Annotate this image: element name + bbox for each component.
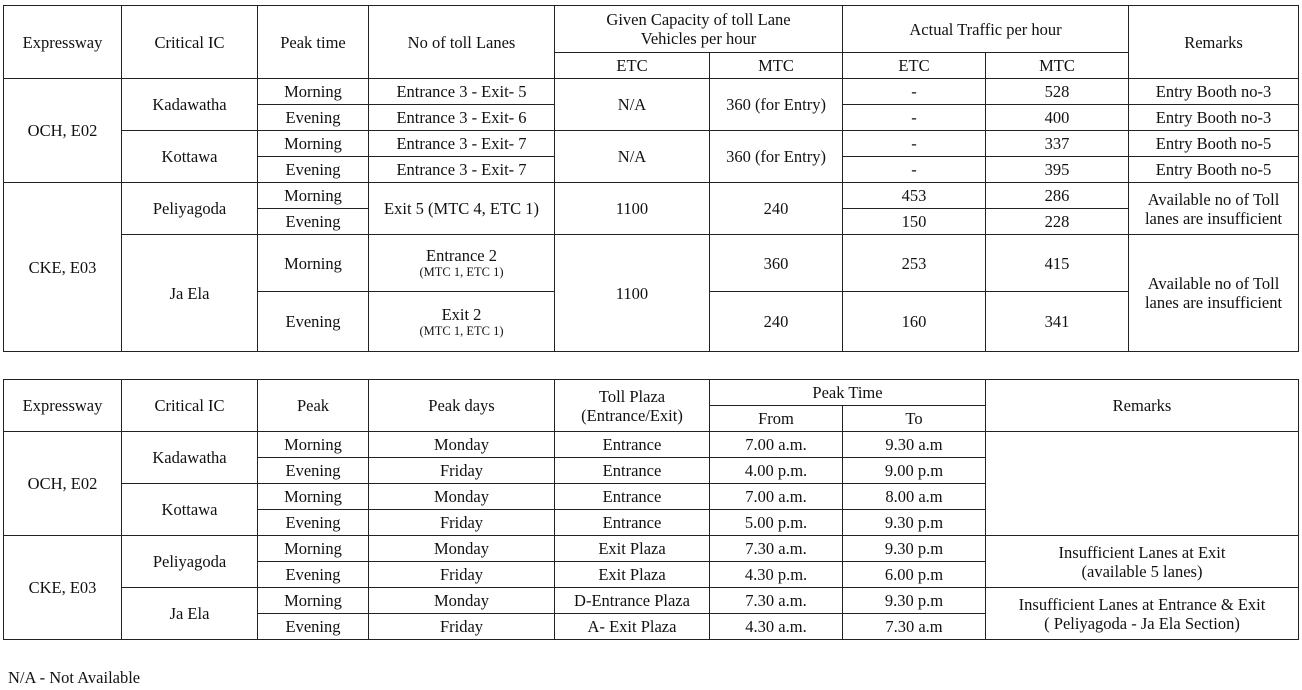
header-expressway: Expressway bbox=[4, 380, 122, 432]
peak-cell: Evening bbox=[258, 209, 369, 235]
actual-etc-cell: - bbox=[843, 79, 986, 105]
peak-cell: Evening bbox=[258, 157, 369, 183]
header-actual-etc: ETC bbox=[843, 53, 986, 79]
header-expressway: Expressway bbox=[4, 6, 122, 79]
from-cell: 7.30 a.m. bbox=[710, 536, 843, 562]
capacity-etc-cell: N/A bbox=[555, 79, 710, 131]
actual-mtc-cell: 528 bbox=[986, 79, 1129, 105]
peak-cell: Evening bbox=[258, 458, 369, 484]
peak-cell: Morning bbox=[258, 588, 369, 614]
actual-mtc-cell: 286 bbox=[986, 183, 1129, 209]
remark-line1: Available no of Toll bbox=[1147, 274, 1280, 293]
peak-day-cell: Monday bbox=[369, 536, 555, 562]
toll-plaza-cell: Entrance bbox=[555, 458, 710, 484]
peak-cell: Evening bbox=[258, 510, 369, 536]
critical-ic-cell: Kottawa bbox=[122, 131, 258, 183]
header-toll-plaza-line1: Toll Plaza bbox=[598, 386, 666, 406]
footnote: N/A - Not Available bbox=[8, 668, 141, 687]
peak-cell: Evening bbox=[258, 562, 369, 588]
from-cell: 4.00 p.m. bbox=[710, 458, 843, 484]
peak-day-cell: Friday bbox=[369, 458, 555, 484]
to-cell: 7.30 a.m bbox=[843, 614, 986, 640]
to-cell: 9.30 a.m bbox=[843, 432, 986, 458]
actual-etc-cell: 253 bbox=[843, 235, 986, 292]
header-actual-traffic: Actual Traffic per hour bbox=[843, 6, 1129, 53]
remark-line2: (available 5 lanes) bbox=[1081, 561, 1203, 581]
actual-etc-cell: 160 bbox=[843, 292, 986, 352]
to-cell: 9.30 p.m bbox=[843, 510, 986, 536]
header-given-capacity-line2: Vehicles per hour bbox=[640, 29, 757, 48]
actual-etc-cell: - bbox=[843, 131, 986, 157]
toll-lanes-cell: Entrance 3 - Exit- 5 bbox=[369, 79, 555, 105]
header-capacity-etc: ETC bbox=[555, 53, 710, 79]
header-critical-ic: Critical IC bbox=[122, 380, 258, 432]
from-cell: 7.30 a.m. bbox=[710, 588, 843, 614]
expressway-cell: CKE, E03 bbox=[4, 183, 122, 352]
actual-mtc-cell: 400 bbox=[986, 105, 1129, 131]
toll-lanes-cell: Entrance 3 - Exit- 7 bbox=[369, 131, 555, 157]
toll-lanes-cell bbox=[369, 235, 555, 292]
peak-cell: Morning bbox=[258, 79, 369, 105]
capacity-mtc-cell: 360 (for Entry) bbox=[710, 131, 843, 183]
remark-cell bbox=[986, 536, 1299, 588]
header-given-capacity-line1: Given Capacity of toll Lane bbox=[606, 10, 791, 29]
remark-line2: ( Peliyagoda - Ja Ela Section) bbox=[1044, 613, 1240, 633]
toll-lanes-sub: (MTC 1, ETC 1) bbox=[419, 323, 504, 338]
header-peak-time: Peak Time bbox=[710, 380, 986, 406]
expressway-cell: OCH, E02 bbox=[4, 432, 122, 536]
header-peak-days: Peak days bbox=[369, 380, 555, 432]
peak-cell: Evening bbox=[258, 292, 369, 352]
remark-cell: Entry Booth no-3 bbox=[1129, 79, 1299, 105]
remark-cell bbox=[986, 588, 1299, 640]
expressway-cell: OCH, E02 bbox=[4, 79, 122, 183]
actual-etc-cell: - bbox=[843, 105, 986, 131]
from-cell: 7.00 a.m. bbox=[710, 484, 843, 510]
peak-cell: Morning bbox=[258, 432, 369, 458]
header-peak-time: Peak time bbox=[258, 6, 369, 79]
actual-mtc-cell: 395 bbox=[986, 157, 1129, 183]
header-toll-plaza-line2: (Entrance/Exit) bbox=[581, 405, 683, 425]
toll-lanes-cell: Entrance 3 - Exit- 6 bbox=[369, 105, 555, 131]
header-to: To bbox=[843, 406, 986, 432]
remark-line1: Insufficient Lanes at Exit bbox=[1058, 542, 1226, 562]
remark-cell bbox=[1129, 183, 1299, 235]
actual-mtc-cell: 228 bbox=[986, 209, 1129, 235]
to-cell: 9.00 p.m bbox=[843, 458, 986, 484]
remark-cell bbox=[1129, 235, 1299, 352]
remark-line1: Insufficient Lanes at Entrance & Exit bbox=[1018, 594, 1266, 614]
peak-time-table bbox=[3, 379, 1299, 640]
toll-lanes-cell: Exit 5 (MTC 4, ETC 1) bbox=[369, 183, 555, 235]
actual-mtc-cell: 415 bbox=[986, 235, 1129, 292]
peak-cell: Evening bbox=[258, 105, 369, 131]
remark-line2: lanes are insufficient bbox=[1144, 208, 1283, 228]
header-from: From bbox=[710, 406, 843, 432]
peak-day-cell: Monday bbox=[369, 588, 555, 614]
header-actual-mtc: MTC bbox=[986, 53, 1129, 79]
to-cell: 9.30 p.m bbox=[843, 536, 986, 562]
capacity-etc-cell: 1100 bbox=[555, 183, 710, 235]
from-cell: 4.30 a.m. bbox=[710, 614, 843, 640]
capacity-mtc-cell: 360 (for Entry) bbox=[710, 79, 843, 131]
from-cell: 5.00 p.m. bbox=[710, 510, 843, 536]
header-remarks: Remarks bbox=[1129, 6, 1299, 79]
remark-line1: Available no of Toll bbox=[1147, 189, 1280, 209]
peak-cell: Morning bbox=[258, 235, 369, 292]
toll-plaza-cell: A- Exit Plaza bbox=[555, 614, 710, 640]
from-cell: 7.00 a.m. bbox=[710, 432, 843, 458]
to-cell: 6.00 p.m bbox=[843, 562, 986, 588]
critical-ic-cell: Ja Ela bbox=[122, 588, 258, 640]
peak-cell: Morning bbox=[258, 131, 369, 157]
critical-ic-cell: Kottawa bbox=[122, 484, 258, 536]
toll-plaza-cell: Entrance bbox=[555, 432, 710, 458]
toll-lanes-main: Exit 2 bbox=[441, 304, 482, 324]
critical-ic-cell: Kadawatha bbox=[122, 432, 258, 484]
peak-day-cell: Monday bbox=[369, 484, 555, 510]
toll-plaza-cell: Entrance bbox=[555, 510, 710, 536]
from-cell: 4.30 p.m. bbox=[710, 562, 843, 588]
actual-mtc-cell: 341 bbox=[986, 292, 1129, 352]
toll-capacity-table bbox=[3, 5, 1299, 352]
remark-cell: Entry Booth no-5 bbox=[1129, 131, 1299, 157]
toll-plaza-cell: Entrance bbox=[555, 484, 710, 510]
capacity-etc-cell: 1100 bbox=[555, 235, 710, 352]
expressway-cell: CKE, E03 bbox=[4, 536, 122, 640]
peak-cell: Morning bbox=[258, 183, 369, 209]
peak-cell: Evening bbox=[258, 614, 369, 640]
critical-ic-cell: Peliyagoda bbox=[122, 183, 258, 235]
actual-etc-cell: 453 bbox=[843, 183, 986, 209]
toll-lanes-cell: Entrance 3 - Exit- 7 bbox=[369, 157, 555, 183]
header-toll-lanes: No of toll Lanes bbox=[369, 6, 555, 79]
toll-lanes-main: Entrance 2 bbox=[425, 246, 497, 265]
remark-line2: lanes are insufficient bbox=[1144, 293, 1283, 312]
peak-cell: Morning bbox=[258, 536, 369, 562]
remark-cell: Entry Booth no-5 bbox=[1129, 157, 1299, 183]
capacity-mtc-cell: 240 bbox=[710, 183, 843, 235]
actual-mtc-cell: 337 bbox=[986, 131, 1129, 157]
peak-day-cell: Friday bbox=[369, 510, 555, 536]
header-given-capacity bbox=[555, 6, 843, 53]
header-peak: Peak bbox=[258, 380, 369, 432]
actual-etc-cell: - bbox=[843, 157, 986, 183]
capacity-mtc-cell: 240 bbox=[710, 292, 843, 352]
peak-day-cell: Monday bbox=[369, 432, 555, 458]
critical-ic-cell: Peliyagoda bbox=[122, 536, 258, 588]
peak-cell: Morning bbox=[258, 484, 369, 510]
capacity-mtc-cell: 360 bbox=[710, 235, 843, 292]
peak-day-cell: Friday bbox=[369, 614, 555, 640]
remark-cell bbox=[986, 432, 1299, 536]
to-cell: 9.30 p.m bbox=[843, 588, 986, 614]
actual-etc-cell: 150 bbox=[843, 209, 986, 235]
critical-ic-cell: Ja Ela bbox=[122, 235, 258, 352]
toll-plaza-cell: Exit Plaza bbox=[555, 536, 710, 562]
critical-ic-cell: Kadawatha bbox=[122, 79, 258, 131]
header-remarks: Remarks bbox=[986, 380, 1299, 432]
toll-plaza-cell: Exit Plaza bbox=[555, 562, 710, 588]
peak-day-cell: Friday bbox=[369, 562, 555, 588]
header-critical-ic: Critical IC bbox=[122, 6, 258, 79]
header-capacity-mtc: MTC bbox=[710, 53, 843, 79]
to-cell: 8.00 a.m bbox=[843, 484, 986, 510]
remark-cell: Entry Booth no-3 bbox=[1129, 105, 1299, 131]
toll-lanes-sub: (MTC 1, ETC 1) bbox=[419, 265, 504, 279]
toll-plaza-cell: D-Entrance Plaza bbox=[555, 588, 710, 614]
header-toll-plaza bbox=[555, 380, 710, 432]
toll-lanes-cell bbox=[369, 292, 555, 352]
capacity-etc-cell: N/A bbox=[555, 131, 710, 183]
